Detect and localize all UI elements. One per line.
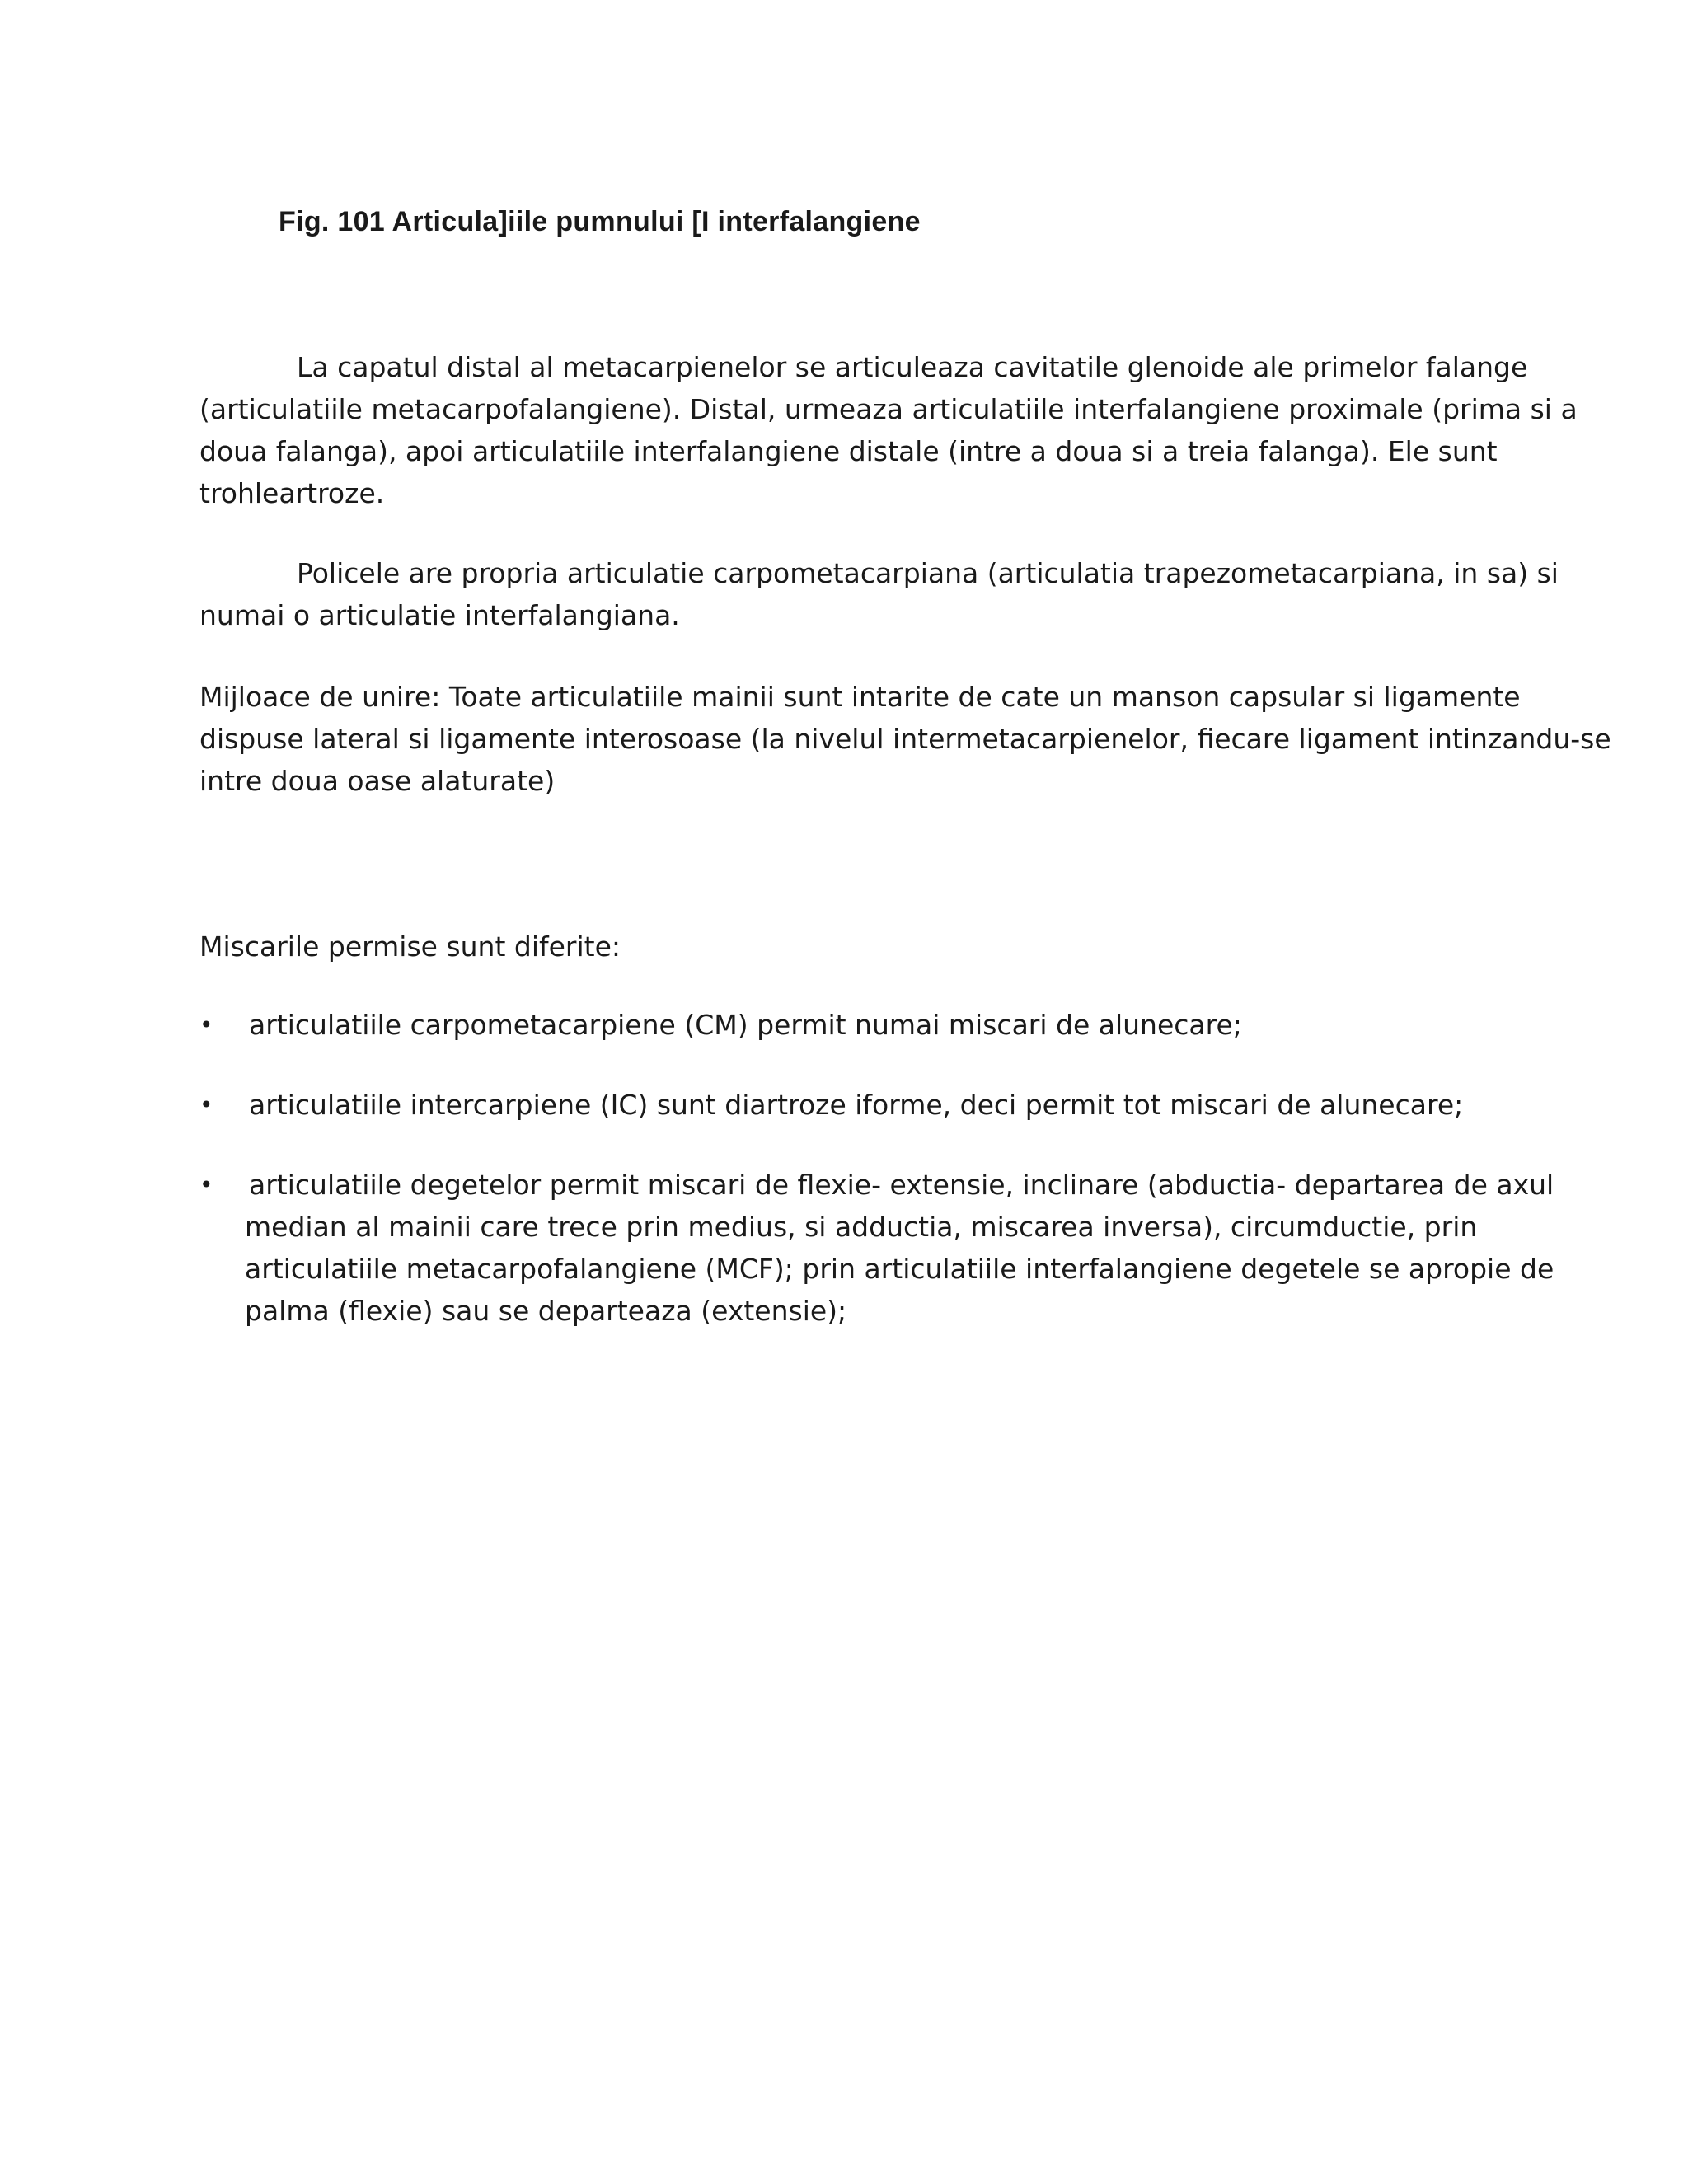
figure-caption: Fig. 101 Articula]iile pumnului [I interfalangiene [279, 206, 921, 237]
paragraph-line: (articulatiile metacarpofalangiene). Distal, urmeaza articulatiile interfalangiene proximale (prima si a [199, 393, 1578, 425]
list-item-text [249, 1004, 1502, 1046]
list-item-line: articulatiile carpometacarpiene (CM) permit numai miscari de alunecare; [249, 1009, 1242, 1041]
paragraph-line: trohleartroze. [199, 477, 385, 509]
paragraph-line: doua falanga), apoi articulatiile interfalangiene distale (intre a doua si a treia falanga). Ele sunt [199, 435, 1498, 467]
bullet-icon: • [199, 1091, 213, 1118]
paragraph-line: Mijloace de unire: Toate articulatiile mainii sunt intarite de cate un manson capsular si ligamente [199, 681, 1521, 713]
paragraph-line: numai o articulatie interfalangiana. [199, 599, 680, 631]
paragraph-line: La capatul distal al metacarpienelor se articuleaza cavitatile glenoide ale primelor falange [297, 351, 1528, 383]
list-item-line: palma (flexie) sau se departeaza (extensie); [245, 1295, 847, 1327]
list-item-line: median al mainii care trece prin medius, si adductia, miscarea inversa), circumductie, prin [245, 1211, 1478, 1243]
list-item-line: articulatiile metacarpofalangiene (MCF); prin articulatiile interfalangiene degetele se apropie de [245, 1253, 1554, 1285]
paragraph-mijloace-de-unire [199, 676, 1611, 802]
paragraph-policele [199, 552, 1559, 636]
list-item-text [249, 1084, 1502, 1126]
paragraph-line: dispuse lateral si ligamente interosoase (la nivelul intermetacarpienelor, fiecare ligament intinzandu-se [199, 723, 1611, 755]
list-item-line: articulatiile degetelor permit miscari de flexie- extensie, inclinare (abductia- departarea de axul [249, 1169, 1554, 1201]
paragraph-line: Policele are propria articulatie carpometacarpiana (articulatia trapezometacarpiana, in sa) si [297, 557, 1559, 589]
bullet-icon: • [199, 1011, 213, 1038]
list-item-text [245, 1164, 1554, 1332]
paragraph-metacarpophalangeal [199, 346, 1578, 514]
bullet-icon: • [199, 1171, 213, 1198]
paragraph-miscarile [199, 926, 1485, 968]
paragraph-line: Miscarile permise sunt diferite: [199, 930, 621, 963]
paragraph-line: intre doua oase alaturate) [199, 765, 556, 797]
list-item-line: articulatiile intercarpiene (IC) sunt diartroze iforme, deci permit tot miscari de alunecare; [249, 1089, 1464, 1121]
